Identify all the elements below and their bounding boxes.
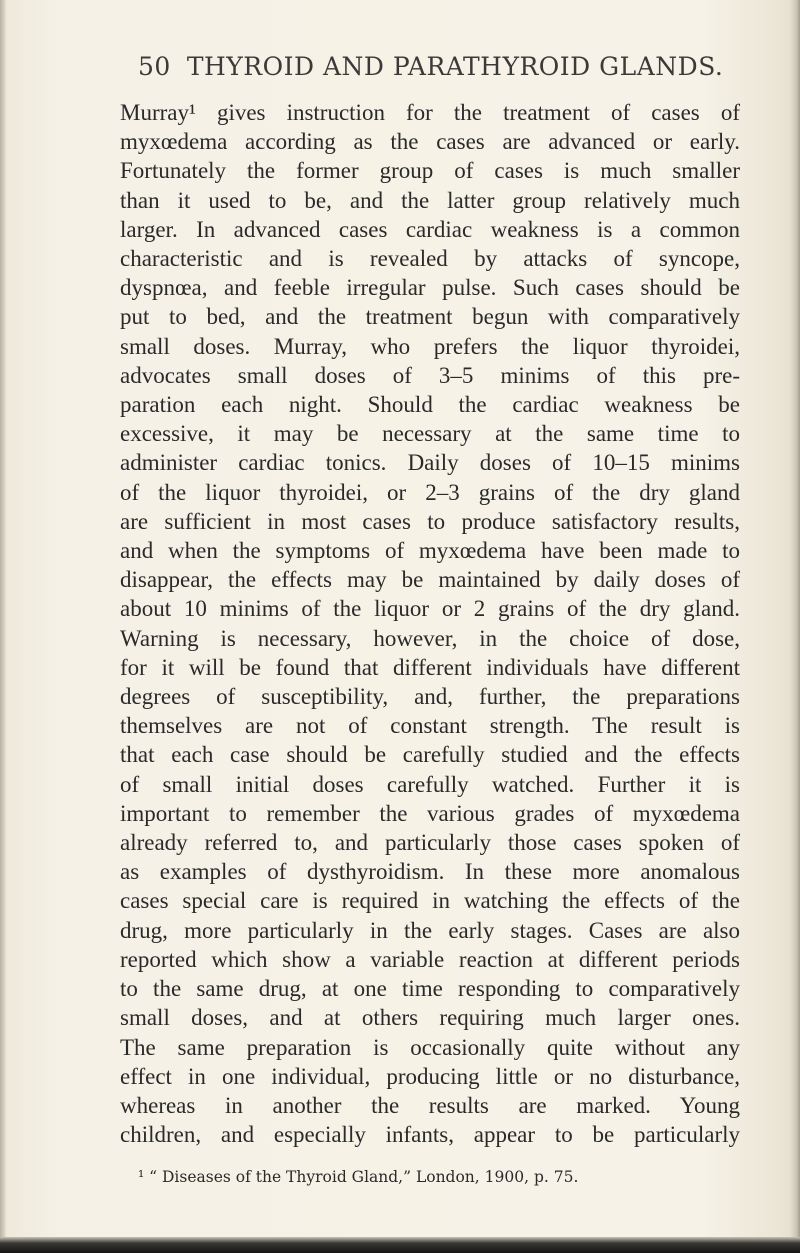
text-line: of the liquor thyroidei, or 2–3 grains of the dry gland [120,479,740,505]
text-line: The same preparation is occasionally quite without any [120,1034,740,1060]
text-line: advocates small doses of 3–5 minims of this pre- [120,362,740,388]
text-line: of small initial doses carefully watched. Further it is [120,771,740,797]
text-line: put to bed, and the treatment begun with comparatively [120,304,740,330]
text-line: about 10 minims of the liquor or 2 grains of the dry gland. [120,596,740,622]
text-line: dyspnœa, and feeble irregular pulse. Such cases should be [120,275,740,301]
text-line: Murray¹ gives instruction for the treatment of cases of [120,100,740,125]
text-line: larger. In advanced cases cardiac weakness is a common [120,216,740,242]
text-line: than it used to be, and the latter group relatively much [120,187,740,213]
text-line: to the same drug, at one time responding to comparatively [120,976,740,1002]
text-line: as examples of dysthyroidism. In these more anomalous [120,859,740,885]
text-line: effect in one individual, producing little or no disturbance, [120,1063,740,1089]
text-line: important to remember the various grades of myxœdema [120,800,740,826]
text-line: excessive, it may be necessary at the same time to [120,421,740,447]
text-line: degrees of susceptibility, and, further, the preparations [120,684,740,710]
text-line: cases special care is required in watching the effects of the [120,888,740,914]
text-line: paration each night. Should the cardiac weakness be [120,392,740,418]
text-line: for it will be found that different individuals have different [120,654,740,680]
text-line: disappear, the effects may be maintained by daily doses of [120,567,740,593]
page-right-edge [790,0,800,1253]
text-line: small doses. Murray, who prefers the liquor thyroidei, [120,333,740,359]
text-line: administer cardiac tonics. Daily doses of 10–15 minims [120,450,740,476]
page-number: 50 [138,52,171,81]
text-line: reported which show a variable reaction at different periods [120,946,740,972]
text-line: themselves are not of constant strength. The result is [120,713,740,739]
text-line: children, and especially infants, appear to be particularly [120,1122,740,1148]
text-line: already referred to, and particularly those cases spoken of [120,830,740,856]
text-line: myxœdema according as the cases are advanced or early. [120,129,740,155]
chapter-title: THYROID AND PARATHYROID GLANDS. [186,52,724,81]
text-line: whereas in another the results are marked. Young [120,1092,740,1118]
text-line: Fortunately the former group of cases is much smaller [120,158,740,184]
footnote: ¹ “ Diseases of the Thyroid Gland,” London, 1900, p. 75. [138,1168,579,1186]
running-head [138,52,723,81]
page-left-edge [0,0,6,1253]
text-line: are sufficient in most cases to produce satisfactory results, [120,508,740,534]
page-bottom-shadow [0,1237,800,1253]
text-line: and when the symptoms of myxœdema have been made to [120,538,740,564]
text-line: that each case should be carefully studied and the effects [120,742,740,768]
body-paragraph [120,98,740,1149]
text-line: Warning is necessary, however, in the choice of dose, [120,625,740,651]
text-line: small doses, and at others requiring much larger ones. [120,1005,740,1031]
text-line: characteristic and is revealed by attacks of syncope, [120,246,740,272]
text-line: drug, more particularly in the early stages. Cases are also [120,917,740,943]
